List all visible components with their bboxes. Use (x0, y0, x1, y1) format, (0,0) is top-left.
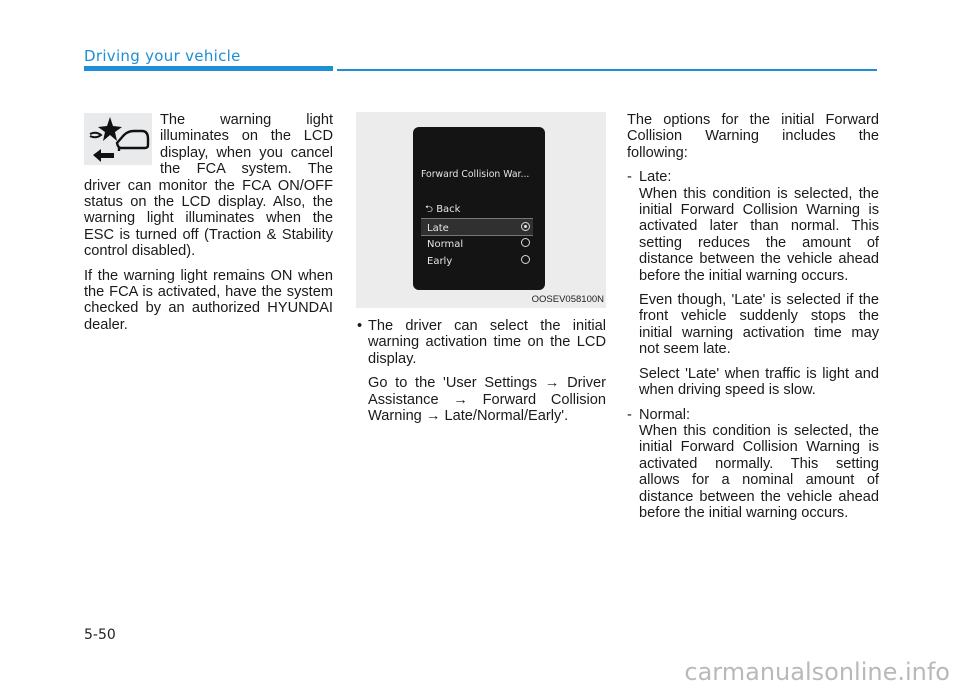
radio-selected-icon (521, 222, 530, 231)
option-late (421, 218, 533, 236)
option-label: Normal (427, 239, 464, 250)
option-early (421, 252, 533, 268)
bullet-dot: • (357, 318, 363, 334)
normal-heading (627, 407, 879, 423)
column-1 (84, 112, 333, 341)
header-rule-thick (84, 66, 333, 71)
normal-paragraph-1: When this condition is selected, the initial Forward Collision Warning is activated normally. This setting allows for a nominal amount of distance between the vehicle ahead before the initial warning occurs. (639, 422, 879, 521)
page-number: 5-50 (84, 627, 116, 643)
warning-light-paragraph: The warning light illuminates on the LCD display, when you cancel the FCA system. The driver can monitor the FCA ON/OFF status on the LCD display. Also, the warning light illuminates when the ESC is turned off (Traction & Stability control disabled). (84, 112, 333, 260)
late-paragraph-2: Even though, 'Late' is selected if the front vehicle suddenly stops the initial warning activation time may not seem late. (639, 292, 879, 358)
dash: - (627, 406, 632, 423)
back-option: ⮌ Back (425, 204, 461, 215)
dealer-paragraph: If the warning light remains ON when the FCA is activated, have the system checked by an authorized HYUNDAI dealer. (84, 267, 333, 333)
column-2 (356, 112, 606, 424)
late-paragraph-3: Select 'Late' when traffic is light and when driving speed is slow. (639, 365, 879, 399)
column-3 (627, 112, 879, 529)
late-label: Late: (639, 169, 672, 186)
radio-icon (521, 255, 530, 264)
settings-path: Go to the 'User Settings → Driver Assistance → Forward Collision Warning → Late/Normal/Early'. (368, 375, 606, 425)
option-label: Late (427, 223, 449, 234)
section-title: Driving your vehicle (84, 47, 241, 65)
late-heading (627, 169, 879, 185)
bullet-text: The driver can select the initial warning activation time on the LCD display. (368, 318, 606, 367)
bullet-item (356, 318, 606, 367)
watermark: carmanualsonline.info (684, 658, 950, 686)
option-normal (421, 235, 533, 251)
option-label: Early (427, 256, 453, 267)
options-intro: The options for the initial Forward Collision Warning includes the following: (627, 112, 879, 161)
figure-code: OOSEV058100N (531, 293, 604, 305)
dash: - (627, 169, 632, 186)
radio-icon (521, 238, 530, 247)
lcd-screen (413, 127, 545, 290)
lcd-figure (356, 112, 606, 308)
screen-title: Forward Collision War... (421, 169, 530, 180)
late-paragraph-1: When this condition is selected, the initial Forward Collision Warning is activated later than normal. This setting reduces the amount of distance between the vehicle ahead before the initial warning occurs. (639, 185, 879, 284)
normal-label: Normal: (639, 406, 691, 423)
header-rule-thin (337, 69, 877, 71)
fca-warning-icon (84, 113, 152, 165)
